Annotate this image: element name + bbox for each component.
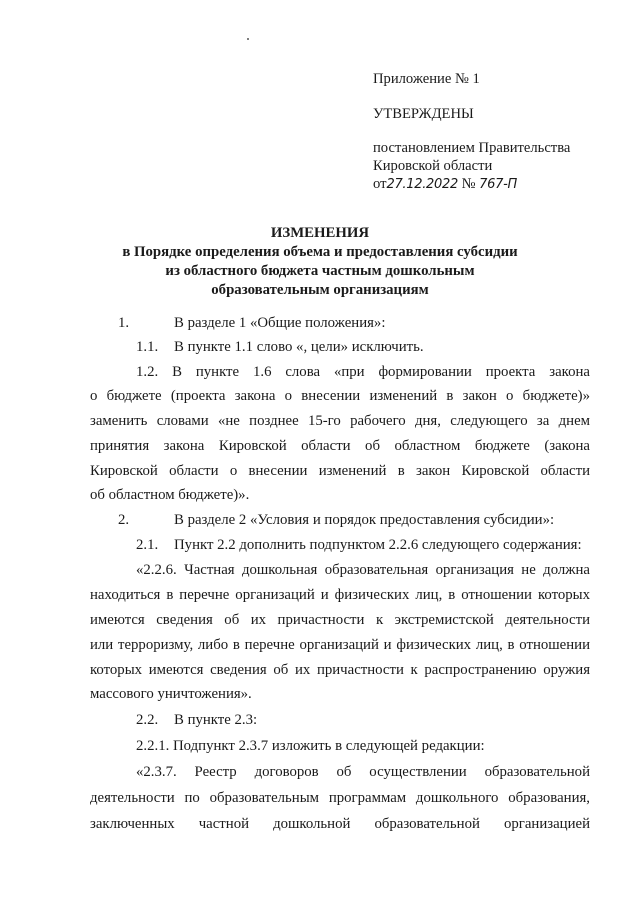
- doc-subtitle-2: из областного бюджета частным дошкольным: [165, 263, 475, 279]
- item-1-2-line-2: о бюджете (проекта закона о внесении изменений в закон о бюджете)»: [90, 388, 590, 404]
- item-2-2-6-line-5: которых имеются сведения об их причастности к распространению оружия: [90, 662, 590, 678]
- decree-date-line: [373, 174, 517, 195]
- section-1-text: В разделе 1 «Общие положения»:: [174, 315, 386, 331]
- item-2-2-number: 2.2.: [136, 712, 159, 728]
- item-2-2-6-line-3: имеются сведения об их причастности к экстремистской деятельности: [90, 612, 590, 628]
- item-2-1-number: 2.1.: [136, 537, 159, 553]
- doc-subtitle-3: образовательным организациям: [211, 282, 429, 298]
- handwritten-number: 767-П: [479, 177, 517, 192]
- decree-line-2: Кировской области: [373, 158, 493, 174]
- section-2: [118, 510, 590, 530]
- decree-line-1: постановлением Правительства: [373, 140, 571, 156]
- section-1: [118, 313, 590, 333]
- item-1-1-number: 1.1.: [136, 339, 159, 355]
- section-1-number: 1.: [118, 315, 130, 331]
- section-2-number: 2.: [118, 512, 130, 528]
- item-1-1-text: В пункте 1.1 слово «, цели» исключить.: [174, 339, 424, 355]
- item-1-2-line-4: принятия закона Кировской области об областном бюджете (закона: [90, 438, 590, 454]
- item-2-2-6-line-4: или терроризму, либо в перечне организаций и физических лиц, в отношении: [90, 637, 590, 653]
- number-sign: №: [461, 176, 476, 192]
- item-2-3-7-line-1: «2.3.7. Реестр договоров об осуществлении образовательной: [136, 764, 590, 780]
- item-2-2: [136, 710, 590, 730]
- item-2-3-7-line-3: заключенных частной дошкольной образовательной организацией: [90, 816, 590, 832]
- scan-speck: [247, 38, 249, 40]
- item-1-2-line-3: заменить словами «не позднее 15-го рабочего дня, следующего за днем: [90, 413, 590, 429]
- approved-label: УТВЕРЖДЕНЫ: [373, 106, 474, 122]
- item-1-1: [136, 337, 590, 357]
- item-2-1-text: Пункт 2.2 дополнить подпунктом 2.2.6 следующего содержания:: [174, 537, 582, 553]
- doc-subtitle-1: в Порядке определения объема и предоставления субсидии: [122, 244, 518, 260]
- item-2-2-6-line-2: находиться в перечне организаций и физических лиц, в отношении которых: [90, 587, 590, 603]
- item-1-2-line-5: Кировской области о внесении изменений в закон Кировской области: [90, 463, 590, 479]
- item-2-1: [136, 535, 590, 555]
- from-prefix: от: [373, 176, 387, 192]
- item-2-2-text: В пункте 2.3:: [174, 712, 258, 728]
- item-1-2-line-1: 1.2. В пункте 1.6 слова «при формировании проекта закона: [136, 364, 590, 380]
- appendix-label: Приложение № 1: [373, 71, 480, 87]
- item-2-3-7-line-2: деятельности по образовательным программам дошкольного образования,: [90, 790, 590, 806]
- item-2-2-6-line-6: массового уничтожения».: [90, 686, 252, 702]
- handwritten-date: 27.12.2022: [386, 177, 458, 192]
- item-2-2-6-line-1: «2.2.6. Частная дошкольная образовательная организация не должна: [136, 562, 590, 578]
- doc-title: ИЗМЕНЕНИЯ: [270, 225, 370, 241]
- item-2-2-1: 2.2.1. Подпункт 2.3.7 изложить в следующей редакции:: [136, 738, 485, 754]
- item-1-2-line-6: об областном бюджете)».: [90, 487, 250, 503]
- section-2-text: В разделе 2 «Условия и порядок предоставления субсидии»:: [174, 512, 555, 528]
